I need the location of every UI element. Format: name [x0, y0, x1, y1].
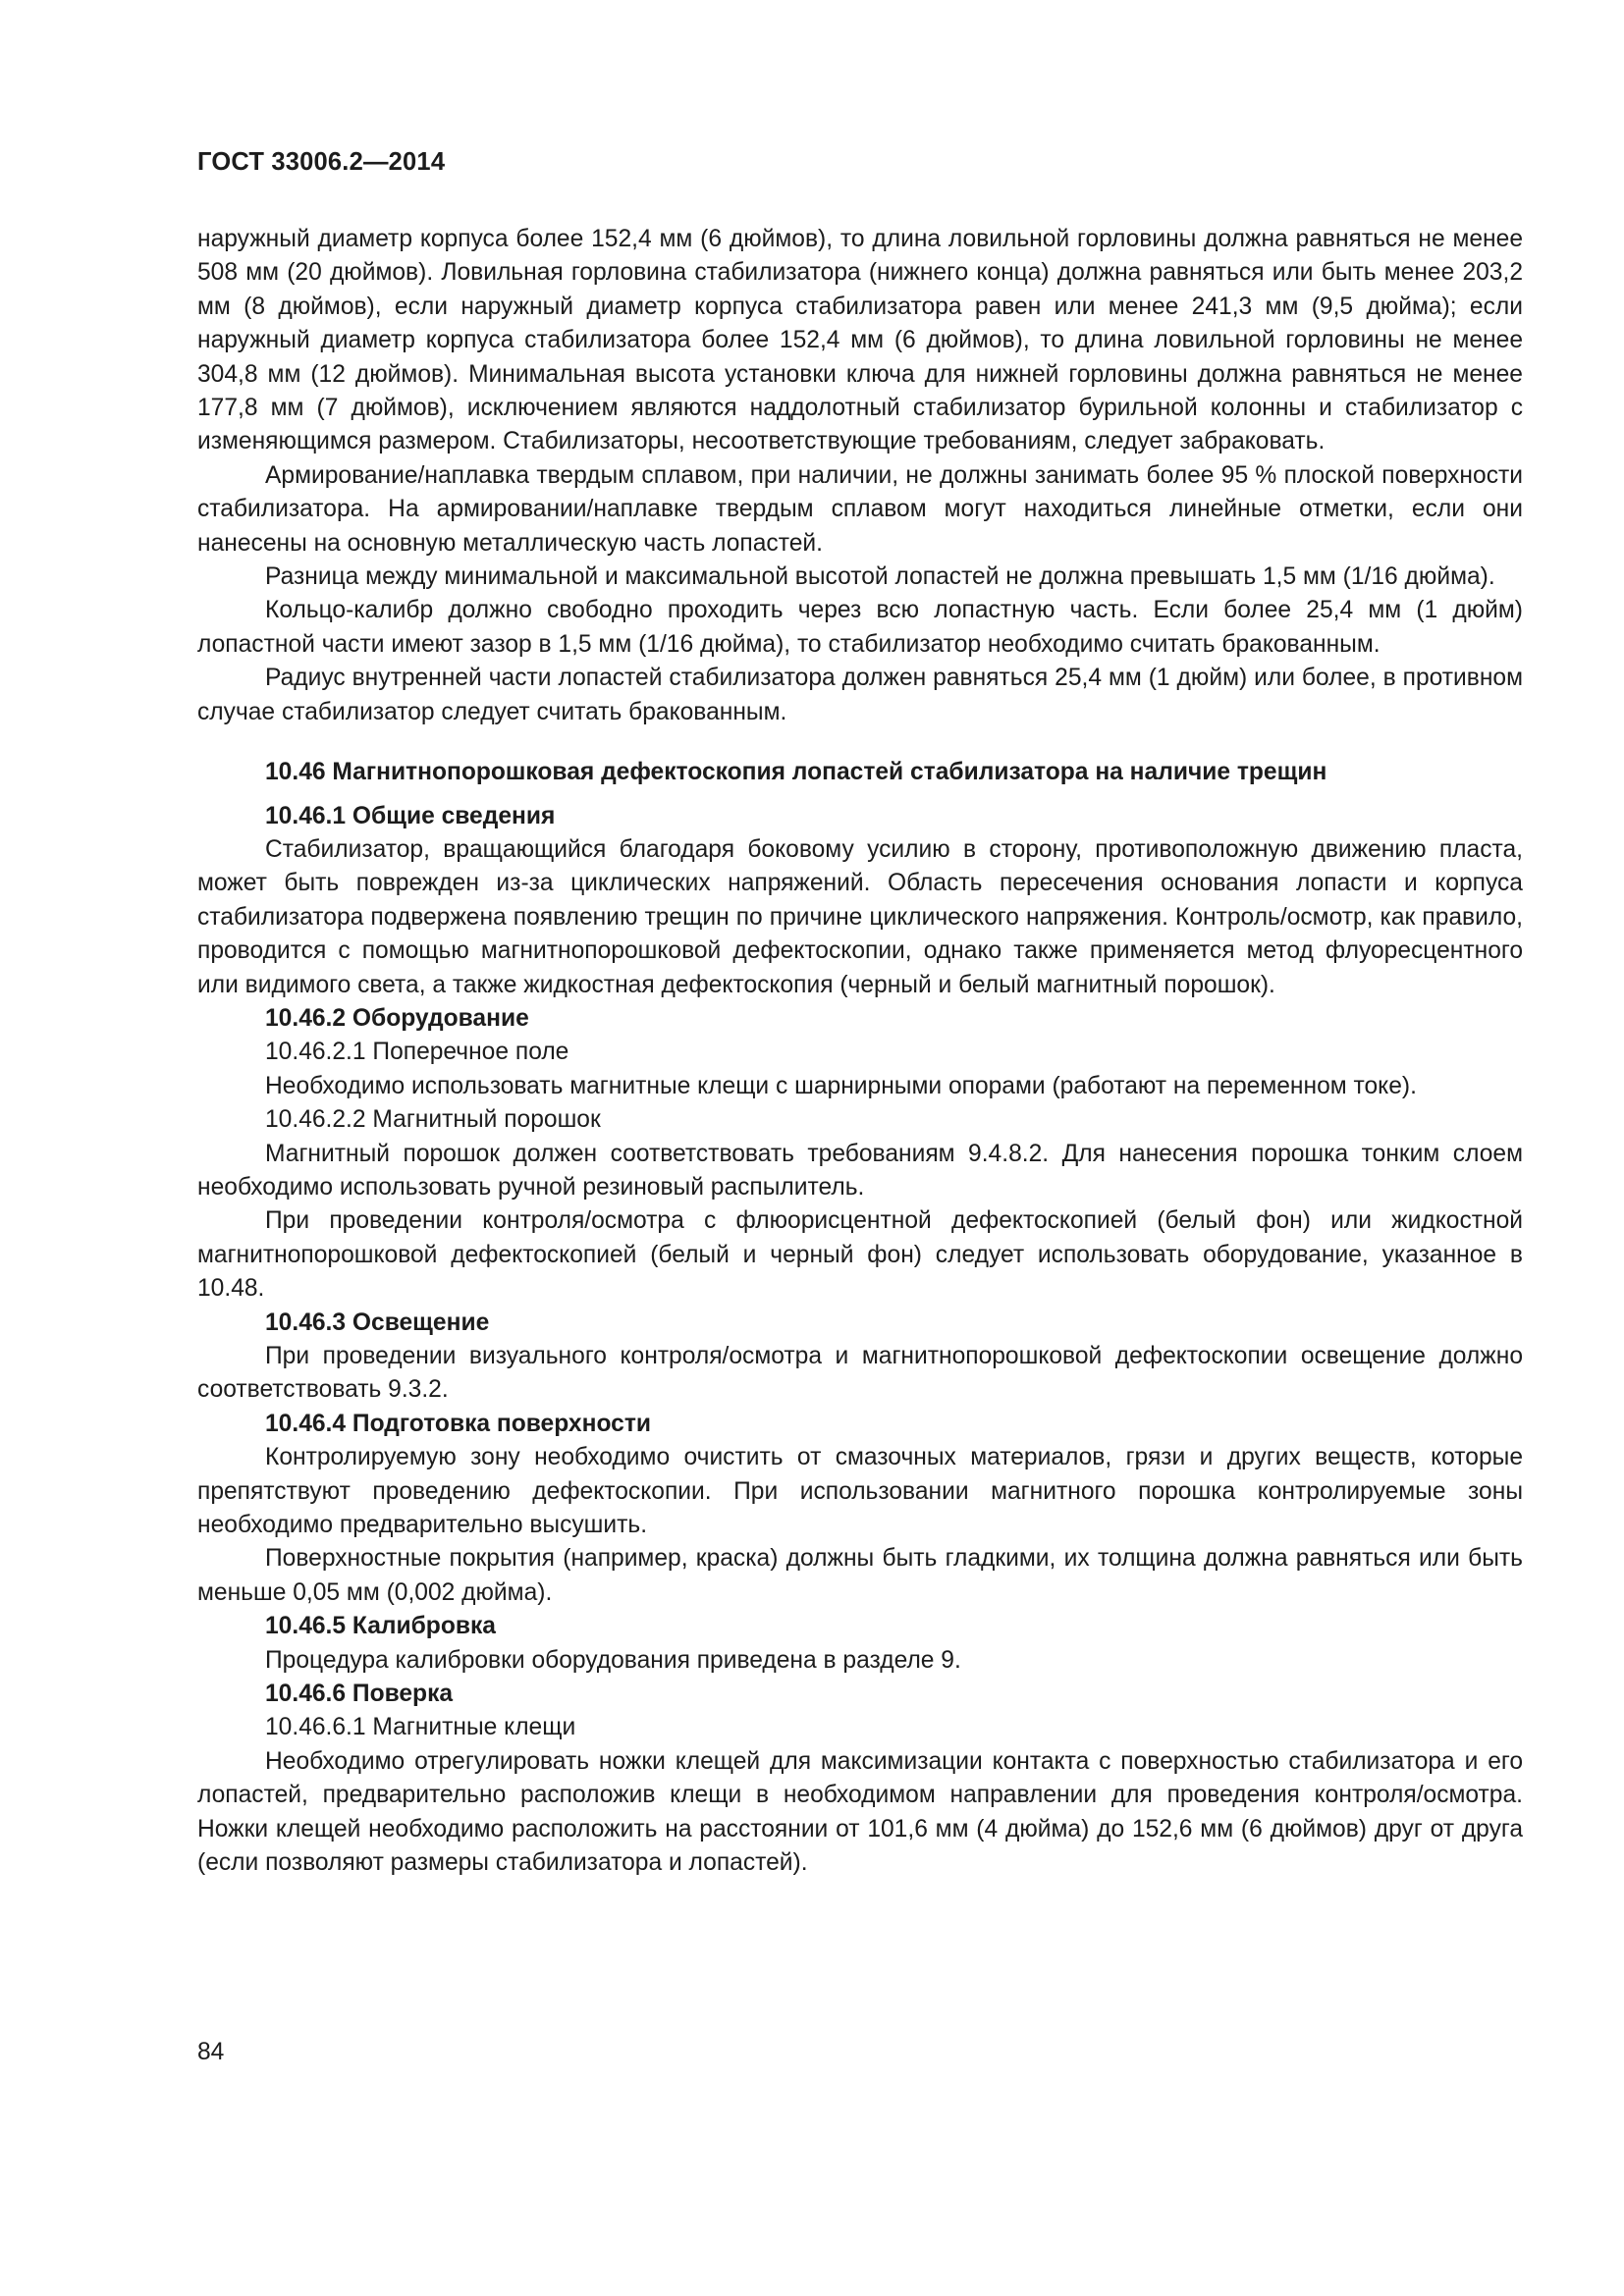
paragraph: наружный диаметр корпуса более 152,4 мм (6 дюймов), то длина ловильной горловины должна равняться не менее 508 мм (20 дюймов). Ловильная горловина стабилизатора (нижнего конца) должна равняться или быть менее 203,2 мм (8 дюймов), если наружный диаметр корпуса стабилизатора равен или менее 241,3 мм (9,5 дюйма); если наружный диаметр корпуса стабилизатора более 152,4 мм (6 дюймов), то длина ловильной горловины не менее 304,8 мм (12 дюймов). Минимальная высота установки ключа для нижней горловины должна равняться не менее 177,8 мм (7 дюймов), исключением являются наддолотный стабилизатор бурильной колонны и стабилизатор с изменяющимся размером. Стабилизаторы, несоответствующие требованиям, следует забраковать.: [197, 226, 1523, 455]
subsection-heading: 10.46.2 Оборудование: [265, 1004, 529, 1032]
clause-title: 10.46.2.1 Поперечное поле: [265, 1039, 569, 1066]
intro-block: [197, 223, 1523, 729]
section-heading: 10.46 Магнитнопорошковая дефектоскопия лопастей стабилизатора на наличие трещин: [265, 759, 1327, 786]
paragraph: Разница между минимальной и максимальной высотой лопастей не должна превышать 1,5 мм (1/16 дюйма).: [265, 563, 1495, 591]
subsection-heading: 10.46.1 Общие сведения: [265, 802, 556, 829]
page-number: 84: [197, 2039, 225, 2065]
subsection-heading: 10.46.5 Калибровка: [265, 1613, 496, 1640]
clause-title: 10.46.6.1 Магнитные клещи: [265, 1714, 576, 1741]
paragraph: Радиус внутренней части лопастей стабилизатора должен равняться 25,4 мм (1 дюйм) или более, в противном случае стабилизатор следует считать бракованным.: [197, 665, 1523, 725]
paragraph: Процедура калибровки оборудования приведена в разделе 9.: [265, 1646, 961, 1674]
paragraph: Необходимо использовать магнитные клещи с шарнирными опорами (работают на переменном токе).: [265, 1072, 1417, 1099]
paragraph: Необходимо отрегулировать ножки клещей для максимизации контакта с поверхностью стабилизатора и его лопастей, предварительно расположив клещи в необходимом направлении для проведения контроля/осмотра. Ножки клещей необходимо расположить на расстоянии от 101,6 мм (4 дюйма) до 152,6 мм (6 дюймов) друг от друга (если позволяют размеры стабилизатора и лопастей).: [197, 1747, 1523, 1877]
paragraph: Контролируемую зону необходимо очистить от смазочных материалов, грязи и других веществ, которые препятствуют проведению дефектоскопии. При использовании магнитного порошка контролируемые зоны необходимо предварительно высушить.: [197, 1444, 1523, 1539]
clause-title: 10.46.2.2 Магнитный порошок: [265, 1106, 601, 1134]
paragraph: При проведении визуального контроля/осмотра и магнитнопорошковой дефектоскопии освещение должно соответствовать 9.3.2.: [197, 1343, 1523, 1404]
subsection-heading: 10.46.4 Подготовка поверхности: [265, 1410, 652, 1437]
paragraph: Кольцо-калибр должно свободно проходить через всю лопастную часть. Если более 25,4 мм (1 дюйм) лопастной части имеют зазор в 1,5 мм (1/16 дюйма), то стабилизатор необходимо считать бракованным.: [197, 597, 1523, 658]
subsection-heading: 10.46.6 Поверка: [265, 1681, 454, 1708]
paragraph: Поверхностные покрытия (например, краска) должны быть гладкими, их толщина должна равняться или быть меньше 0,05 мм (0,002 дюйма).: [197, 1545, 1523, 1606]
paragraph: При проведении контроля/осмотра с флюорисцентной дефектоскопией (белый фон) или жидкостной магнитнопорошковой дефектоскопией (белый и черный фон) следует использовать оборудование, указанное в 10.48.: [197, 1207, 1523, 1303]
paragraph: Стабилизатор, вращающийся благодаря боковому усилию в сторону, противоположную движению пласта, может быть поврежден из-за циклических напряжений. Область пересечения основания лопасти и корпуса стабилизатора подвержена появлению трещин по причине циклического напряжения. Контроль/осмотр, как правило, проводится с помощью магнитнопорошковой дефектоскопии, однако также применяется метод флуоресцентного или видимого света, а также жидкостная дефектоскопия (черный и белый магнитный порошок).: [197, 835, 1523, 998]
paragraph: Армирование/наплавка твердым сплавом, при наличии, не должны занимать более 95 % плоской поверхности стабилизатора. На армировании/наплавке твердым сплавом могут находиться линейные отметки, если они нанесены на основную металлическую часть лопастей.: [197, 461, 1523, 557]
subsection-heading: 10.46.3 Освещение: [265, 1308, 490, 1336]
standard-header: ГОСТ 33006.2—2014: [197, 148, 446, 176]
paragraph: Магнитный порошок должен соответствовать требованиям 9.4.8.2. Для нанесения порошка тонким слоем необходимо использовать ручной резиновый распылитель.: [197, 1140, 1523, 1201]
